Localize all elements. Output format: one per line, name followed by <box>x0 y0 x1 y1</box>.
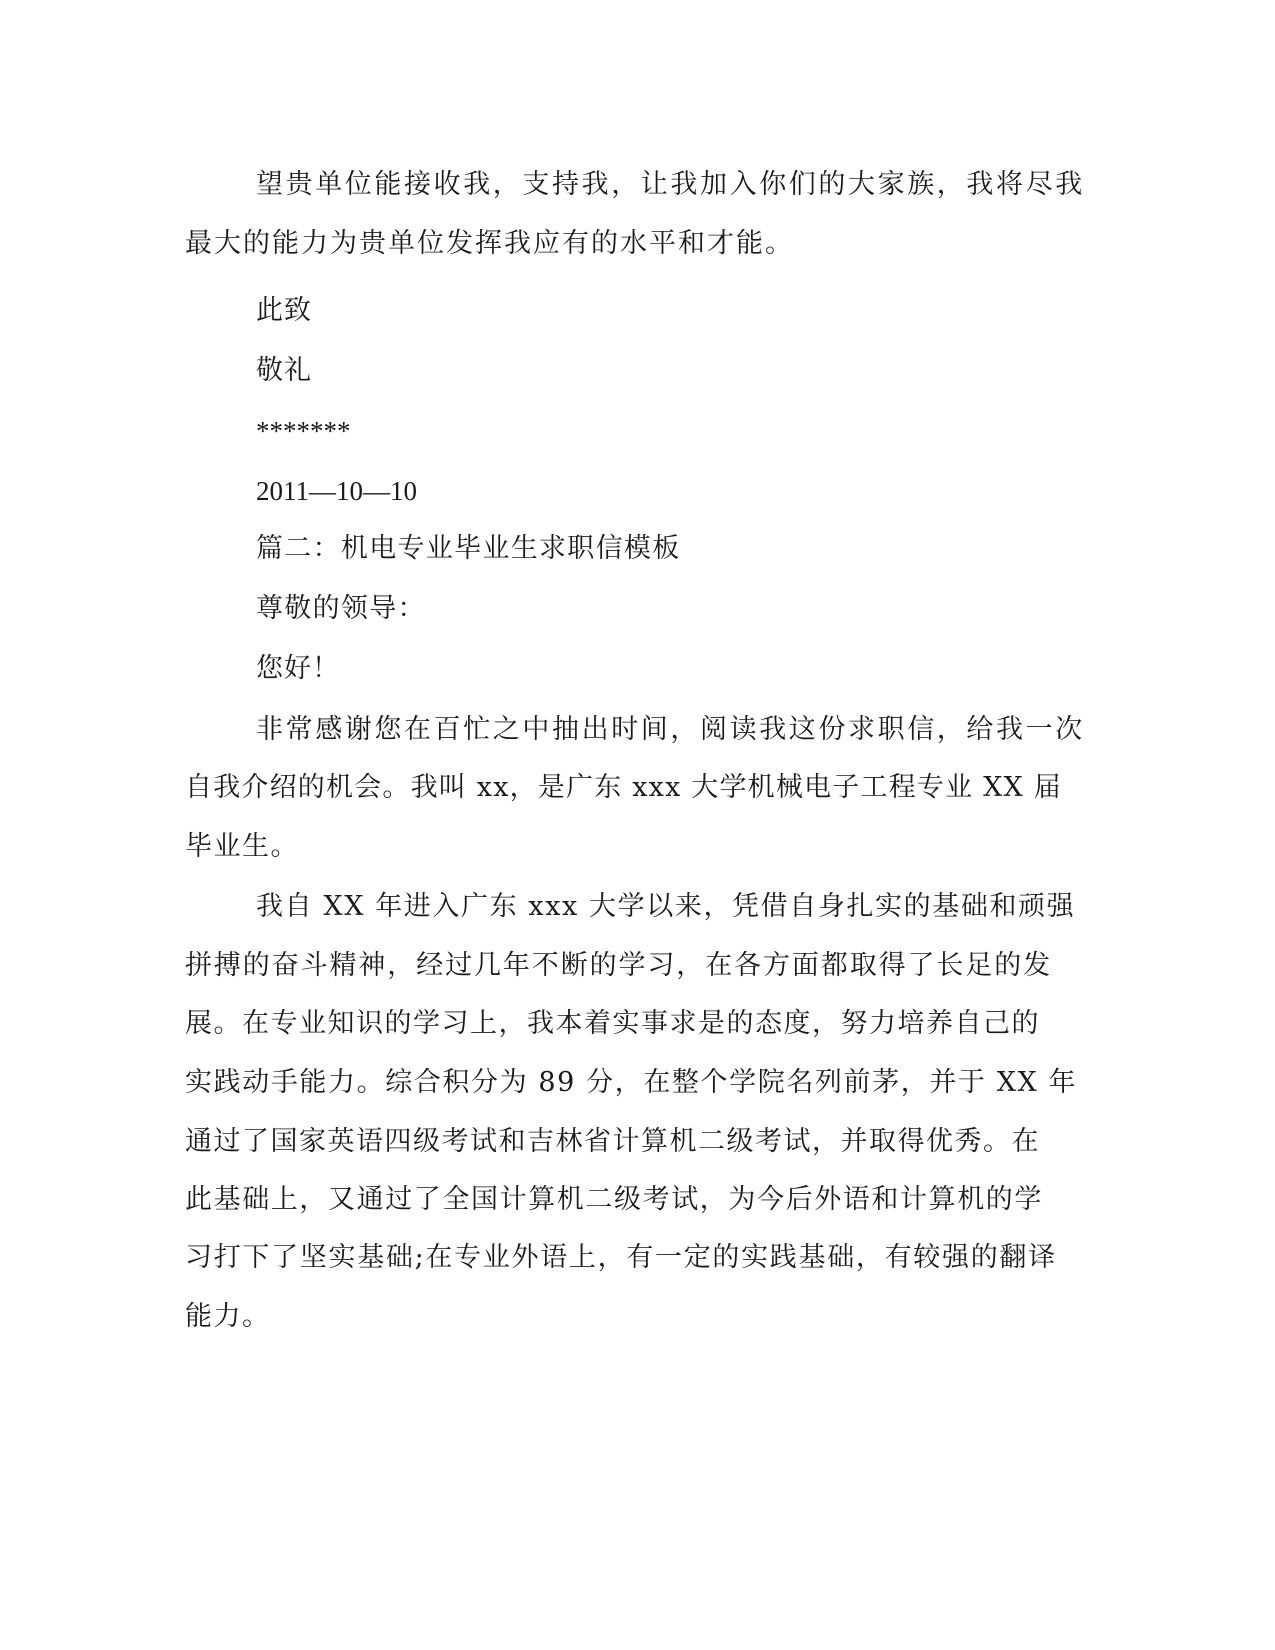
intro-paragraph-line-2: 自我介绍的机会。我叫 xx，是广东 xxx 大学机械电子工程专业 XX 届 <box>185 772 1062 803</box>
letter-date: 2011—10—10 <box>256 476 417 506</box>
signature-placeholder: ******* <box>256 416 351 446</box>
study-paragraph-line-3: 展。在专业知识的学习上，我本着实事求是的态度，努力培养自己的 <box>185 1008 1040 1039</box>
study-paragraph-line-5: 通过了国家英语四级考试和吉林省计算机二级考试，并取得优秀。在 <box>185 1126 1040 1157</box>
letter-closing-paragraph-line-1: 望贵单位能接收我，支持我，让我加入你们的大家族，我将尽我 <box>256 169 1085 200</box>
study-paragraph-line-4: 实践动手能力。综合积分为 89 分，在整个学院名列前茅，并于 XX 年 <box>185 1067 1078 1098</box>
letter-closing-paragraph-line-2: 最大的能力为贵单位发挥我应有的水平和才能。 <box>185 228 794 259</box>
study-paragraph-line-8: 能力。 <box>185 1301 271 1332</box>
study-paragraph-line-7: 习打下了坚实基础;在专业外语上，有一定的实践基础，有较强的翻译 <box>185 1242 1057 1273</box>
section-heading: 篇二：机电专业毕业生求职信模板 <box>256 533 681 564</box>
study-paragraph-line-1: 我自 XX 年进入广东 xxx 大学以来，凭借自身扎实的基础和顽强 <box>256 891 1076 922</box>
study-paragraph-line-2: 拼搏的奋斗精神，经过几年不断的学习，在各方面都取得了长足的发 <box>185 950 1052 981</box>
salutation-cizhi: 此致 <box>256 295 312 326</box>
intro-paragraph-line-3: 毕业生。 <box>185 831 299 862</box>
study-paragraph-line-6: 此基础上，又通过了全国计算机二级考试，为今后外语和计算机的学 <box>185 1184 1043 1215</box>
salutation-jingli: 敬礼 <box>256 355 312 386</box>
greeting-hello: 您好！ <box>256 653 340 684</box>
intro-paragraph-line-1: 非常感谢您在百忙之中抽出时间，阅读我这份求职信，给我一次 <box>256 714 1085 745</box>
greeting-addressee: 尊敬的领导： <box>256 593 426 624</box>
